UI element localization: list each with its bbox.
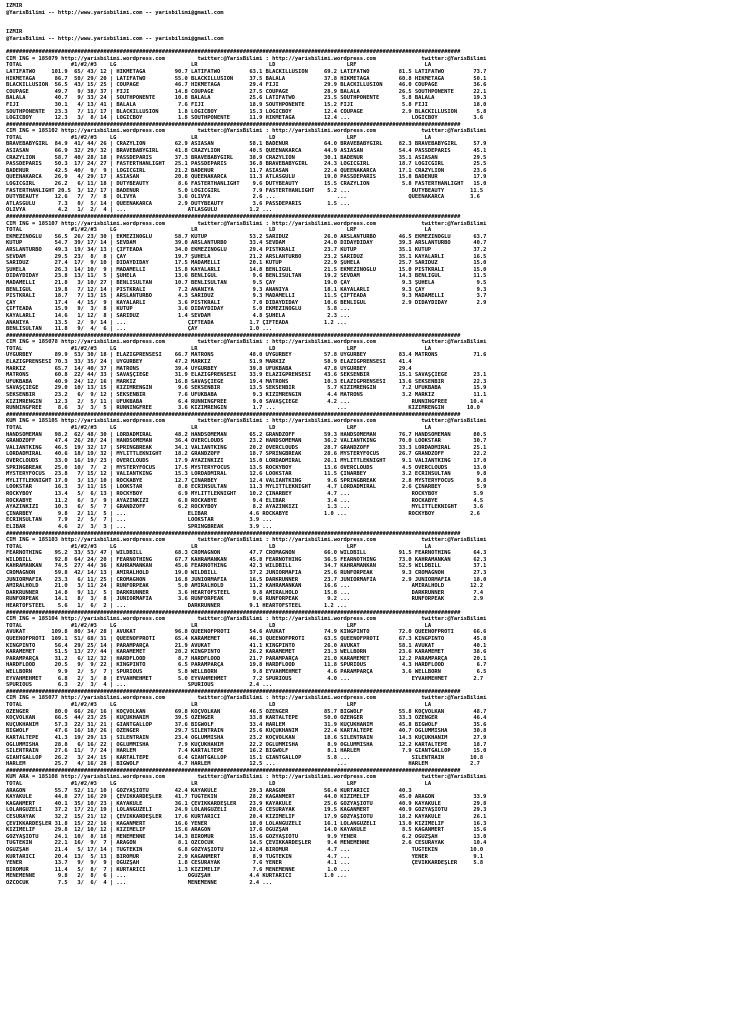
text-line: ELİBAR 4.6 2/ 3/ 3 | ... SPRINGBREAK 3.9 ...: [6, 523, 273, 530]
text-line: KÜÇÜKHANIM 57.3 22/ 31/ 21 | GİANTGALLOP 37.6 BIGWOLF 33.4 HARLEM 31.9 KÜÇÜKHANIM 45.8 BIGWOLF 35.6: [6, 721, 487, 728]
text-line: UFUKBABA 40.9 24/ 12/ 16 | MARKIZ 16.8 SAVAŞÇIEGE 19.4 MATRONS 10.3 ELAZIĞPRENSESİ 13.6 SEKSENBİR 22.3: [6, 378, 487, 385]
text-line: CIM ING = 185103 http://yarisbilimi.wordpress.com twitter:@YarisBilimi : http://yarisbilimi.wordpress.com twitter:@YarisBilimi: [6, 537, 487, 544]
text-line: ARSLANTURBO 49.3 19/ 34/ 13 | ÇİFTEADA 34.0 EKMEZİNOĞLU 29.4 PİSTKRALI 23.7 KUTUP 35.1 KUTUP 37.2: [6, 246, 487, 253]
text-line: QUEENAKARCA 26.9 4/ 29/ 17 | ASIASAN 20.8 QUEENAKARCA 11.3 ATLASGÜLÜ 19.0 PASSDEPARIS 15.8 BADENUR 17.9: [6, 174, 487, 181]
text-line: SİLENTRAİN 27.6 11/ 7/ 24 | HARLEM 7.4 KARTALTEPE 16.2 BIGWOLF 8.1 HARLEM 7.9 GİANTGALLOP 15.0: [6, 748, 487, 755]
text-line: ECRINSULTAN 7.9 2/ 5/ 7 | ... LOOKSTAR 3.9 ...: [6, 517, 273, 524]
text-line: TOTAL #1/#2/#3 LG LR LD LRF LA: [6, 62, 432, 69]
text-line: ############################################################################################################################################: [6, 530, 461, 537]
text-line: DIDAYDIDAY 23.8 13/ 11/ 5 | ŞUHELA 13.6 BENLİGÜL 9.6 BENLİSULTAN 19.2 SEVDAM 14.3 BENLİGÜL 11.5: [6, 273, 487, 280]
text-line: HANDSOMEMAN 98.2 62/ 48/ 30 | LORDADMIRAL 48.2 HANDSOMEMAN 65.2 GRANDZOFF 59.3 HANDSOMEMAN 76.7 HANDSOMEMAN 80.5: [6, 431, 487, 438]
text-line: OLIVYA 4.2 1/ 2/ 4 | ... ATLASGÜLÜ 1.2 ...: [6, 207, 273, 214]
text-line: SEKSENBİR 23.2 6/ 9/ 12 | SEKSENBİR 7.6 UFUKBABA 9.3 KIZIMRENGIN 4.4 MATRONS 3.2 MARKIZ 11.1: [6, 392, 487, 399]
text-line: COUPAGE 49.7 9/ 38/ 37 | FIJI 14.8 COUPAGE 27.5 COUPAGE 28.9 BALALA 26.5 SOUTHPONENTE 22.1: [6, 88, 487, 95]
text-line: ATLASGÜLÜ 7.3 0/ 5/ 14 | QUEENAKARCA 2.9 DUTYBEAUTY 3.6 PASSDEPARIS 1.5 ...: [6, 200, 351, 207]
text-line: LOGICBOY 12.3 3/ 8/ 14 | LOGICBOY 1.8 SOUTHPONENTE 11.9 HIKMETAĞA 12.4 ... LOGICBOY 3.6: [6, 115, 484, 122]
text-line: OĞUZŞAH 21.4 5/ 17/ 14 | TÜGTEKİN 6.8 GÖZYAŞIOTU 12.4 BIRÖMÜR 4.7 ... TÜGTEKİN 10.0: [6, 847, 484, 853]
text-line: ŞUHELA 26.3 14/ 10/ 9 | MADAMELLİ 15.8 KAYALARLI 14.8 BENLİGÜL 21.5 EKMEZİNOĞLU 15.0 PİSTKRALI 15.0: [6, 266, 487, 273]
text-line: KARTALTEPE 41.3 19/ 29/ 13 | SİLENTRAİN 23.4 OĞLUMMISHA 23.2 KOÇVOLKAN 18.6 SİLENTRAİN 14.3 KÜÇÜKHANIM 27.9: [6, 734, 487, 741]
text-line: TOTAL #1/#2/#3 LG LR LD LRF LA: [6, 622, 432, 629]
text-line: BRÄVEBABYGIRL 84.9 41/ 44/ 26 | CRAZYLION 62.9 ASIASAN 58.1 BADENUR 64.0 BRÄVEBABYGIRL 82.3 BRÄVEBABYGIRL 57.9: [6, 141, 487, 148]
text-line: KURTARICI 20.4 13/ 5/ 13 | BIRÖMÜR 2.9 KAĞANMERT 8.9 TÜGTEKİN 4.7 ... YENER 9.1: [6, 853, 484, 860]
text-line: CIM ING = 185079 http://yarisbilimi.wordpress.com twitter:@YarisBilimi : http://yarisbilimi.wordpress.com twitter:@YarisBilimi: [6, 55, 487, 62]
text-line: GÖZYAŞIOTU 24.1 10/ 8/ 18 | MENEMENNE 14.3 BIRÖMÜR 15.6 GÖZYAŞIOTU 9.9 YENER 6.2 OĞUZŞAH 13.0: [6, 833, 487, 840]
text-line: GİANTGALLOP 26.2 3/ 24/ 15 | KARTALTEPE 6.4 GİANTGALLOP 15.1 GİANTGALLOP 5.8 ... SİLENTRAİN 10.8: [6, 754, 484, 761]
text-line: KOÇVOLKAN 66.5 44/ 23/ 25 | KÜÇÜKHANIM 39.5 ÖZENGER 33.8 KARTALTEPE 50.0 ÖZENGER 33.3 ÖZENGER 46.4: [6, 715, 487, 722]
text-line: ############################################################################################################################################: [6, 411, 461, 418]
text-line: ROCKABYE 11.2 6/ 3/ 9 | AYAZINKIZI 6.8 ROCKABYE 9.4 ELİBAR 3.4 ... ROCKABYE 4.5: [6, 497, 484, 504]
text-line: TOTAL #1/#2/#3 LG LR LD LRF LA: [6, 701, 432, 708]
text-line: TOTAL #1/#2/#3 LG LR LD LRF LA: [6, 543, 432, 550]
text-line: KARAMEMET 51.5 13/ 27/ 44 | KARAMEMET 20.2 KINGPINTO 26.2 KARAMEMET 23.3 WELLBORN 23.6 KARAMEMET 38.6: [6, 649, 487, 656]
text-line: GRANDZOFF 47.4 26/ 28/ 24 | HANDSOMEMAN 36.4 OVERCLOUDS 23.2 HANDSOMEMAN 36.2 VALIANTKING 70.0 LOOKSTAR 30.7: [6, 438, 487, 445]
text-line: KUM ARA = 185108 http://yarisbilimi.wordpress.com twitter:@YarisBilimi : http://yarisbilimi.wordpress.com twitter:@YarisBilimi: [6, 774, 487, 781]
text-line: BLACKILLUSION 56.5 43/ 15/ 25 | COUPAGE 46.7 HIKMETAĞA 29.4 FIJI 29.9 BLACKILLUSION 46.0 COUPAGE 36.6: [6, 82, 487, 89]
text-line: ÇINARBEY 9.8 2/ 11/ 5 | ... ELİBAR 4.6 ROCKABYE 1.0 ... ROCKYBOY 2.6: [6, 510, 480, 517]
text-line: CRAZYLION 58.7 40/ 28/ 18 | PASSDEPARIS 37.3 BRÄVEBABYGIRL 38.9 CRAZYLION 30.1 BADENUR 35.1 ASIASAN 29.5: [6, 154, 487, 161]
text-line: TOTAL #1/#2/#3 LG LR LD LRF LA: [6, 227, 432, 234]
text-line: YENER 13.7 9/ 9/ 9 | OĞUZŞAH 1.8 CESURAYAK 7.6 YENER 4.1 ... ÇEVİKKARDEŞLER 5.8: [6, 860, 484, 867]
text-line: SEVDAM 29.5 23/ 8/ 8 | ÇAY 19.7 ŞUHELA 21.2 ARSLANTURBO 23.2 SARIDUZ 35.1 KAYALARLI 16.5: [6, 253, 487, 260]
text-line: TOTAL #1/#2/#3 LG LR LD LRF LA: [6, 781, 432, 788]
text-line: @YarisBilimi -- http://www.yarisbilimi.com -- yarisbilimi@gmail.com: [6, 9, 224, 16]
text-line: PİSTKRALI 18.7 7/ 13/ 15 | ARSLANTURBO 4.3 SARIDUZ 9.3 MADAMELLİ 11.5 ÇİFTEADA 9.3 MADAMELLİ 3.7: [6, 293, 487, 300]
text-line: KAYAKULE 44.8 27/ 16/ 29 | ÇEVİKKARDEŞLER 41.7 TÜGTEKİN 28.2 KAĞANMERT 44.0 KIZİMELİF 45.0 ARAGON 33.9: [6, 794, 487, 801]
text-line: SOUTHPONENTE 23.3 7/ 11/ 17 | BLACKILLUSION 1.8 LOGICBOY 15.3 LOGICBOY 12.4 COUPAGE 2.9 BLACKILLUSION 5.8: [6, 108, 487, 115]
text-line: QUEENOFPROTI 109.1 51/ 68/ 31 | QUEENOFPROTI 65.4 KARAMEMET 46.3 QUEENOFPROTI 63.5 QUEENOFPROTI 67.3 KINGPINTO 45.8: [6, 636, 487, 642]
text-line: ÖZCOCUK 7.5 3/ 6/ 4 | ... MENEMENNE 2.4 ...: [6, 879, 273, 886]
text-line: PASSDEPARIS 50.3 17/ 24/ 27 | FASTERTHANLIGHT 25.1 PASSDEPARIS 36.8 BRÄVEBABYGIRL 24.3 LOGICGIRL 18.7 LOGICGIRL 25.5: [6, 161, 487, 168]
text-line: SPURIOUS 6.3 2/ 3/ 4 | ... SPURIOUS 2.4 ...: [6, 682, 273, 689]
text-line: SAVAŞÇIEGE 29.0 10/ 13/ 15 | KIZIMRENGIN 9.6 SEKSENBİR 13.5 SEKSENBİR 5.7 KIZIMRENGIN 7.2 UFUKBABA 15.9: [6, 385, 487, 392]
text-line: SARIDUZ 27.4 17/ 9/ 10 | DIDAYDIDAY 17.5 MADAMELLİ 20.1 KUTUP 22.9 ŞUHELA 25.7 SARIDUZ 15.0: [6, 260, 487, 267]
text-line: KAĞANMERT 40.1 35/ 10/ 23 | KAYAKULE 36.1 ÇEVİKKARDEŞLER 23.9 KAYAKULE 25.6 GÖZYAŞIOTU 40.9 KAYAKULE 29.8: [6, 800, 487, 807]
text-line: FIJI 30.1 4/ 13/ 41 | BALALA 7.6 FIJI 18.9 SOUTHPONENTE 15.2 FIJI 5.8 FIJI 18.0: [6, 101, 487, 108]
text-line: BALALA 40.7 9/ 33/ 24 | SOUTHPONENTE 10.8 BALALA 25.6 LATİFATWO 23.5 SOUTHPONENTE 5.8 BALALA 19.3: [6, 95, 487, 102]
text-line: ANANİYA 13.5 2/ 9/ 14 | ... ÇİFTEADA 1.7 ÇİFTEADA 1.2 ...: [6, 319, 347, 326]
text-line: HARDFLOOD 20.5 9/ 9/ 22 | KINGPINTO 6.5 PARAMPARÇA 19.8 HARDFLOOD 11.8 SPURIOUS 4.3 HARDFLOOD 6.7: [6, 662, 487, 669]
text-line: MADAMELLİ 21.8 3/ 10/ 27 | BENLİSULTAN 10.7 BENLİSULTAN 9.5 ÇAY 19.0 ÇAY 9.3 ŞUHELA 9.5: [6, 279, 487, 286]
text-line: [6, 16, 732, 23]
text-line: KIZİMELİF 29.8 12/ 10/ 12 | KIZİMELİF 15.6 ARAGON 17.6 OĞUZŞAH 14.0 KAYAKULE 8.5 KAĞANMERT 15.6: [6, 827, 487, 834]
text-line: FEARNOTHING 95.2 33/ 53/ 47 | WILDBILL 68.3 CROMAGNON 47.7 CROMAGNON 66.0 WILDBILL 91.5 FEARNOTHING 64.3: [6, 550, 487, 557]
text-line: CIM ING = 185107 http://yarisbilimi.wordpress.com twitter:@YarisBilimi : http://yarisbilimi.wordpress.com twitter:@YarisBilimi: [6, 220, 487, 227]
text-line: LOOKSTAR 16.3 3/ 11/ 15 | LOOKSTAR 8.8 ECRINSULTAN 11.3 MYLITTLEKNIGHT 4.7 LORDADMIRAL 2.6 ÇINARBEY 5.9: [6, 484, 487, 491]
text-line: BADENUR 42.5 40/ 9/ 9 | LOGICGIRL 21.2 BADENUR 11.7 ASIASAN 22.4 QUEENAKARCA 17.1 CRAZYLION 23.6: [6, 167, 487, 174]
text-line: TÜGTEKİN 22.1 16/ 9/ 7 | ARAGON 8.1 ÖZCOCUK 14.5 ÇEVİKKARDEŞLER 9.4 MENEMENNE 2.6 CESURAYAK 10.4: [6, 840, 487, 847]
text-line: AMIRALHOLD 21.0 3/ 11/ 24 | RUNFORPEAK 5.0 AMIRALHOLD 11.2 KAHRAMANKAN 16.6 ... AMIRALHOLD 12.2: [6, 583, 484, 590]
text-line: WELLBORN 9.9 2/ 5/ 7 | SPURIOUS 5.8 WELLBORN 9.8 EYVAHMEHMET 4.6 PARAMPARÇA 3.6 WELLBORN 6.5: [6, 668, 487, 675]
text-line: AVUKAT 109.8 80/ 34/ 28 | AVUKAT 96.8 QUEENOFPROTI 54.6 AVUKAT 74.9 KINGPINTO 72.0 QUEENOFPROTI 66.6: [6, 629, 487, 636]
text-line: ARAGON 55.7 52/ 11/ 10 | GÖZYAŞIOTU 42.4 KAYAKULE 29.3 ARAGON 56.4 KURTARICI 40.3: [6, 787, 412, 794]
text-line: KIZIMRENGIN 12.3 2/ 5/ 11 | UFUKBABA 6.4 RUNNINGFREE 9.0 SAVAŞÇIEGE 4.2 ... RUNNINGFREE 10.4: [6, 398, 484, 405]
text-line: CIM ING = 185104 http://yarisbilimi.wordpress.com twitter:@YarisBilimi : http://yarisbilimi.wordpress.com twitter:@YarisBilimi: [6, 616, 487, 623]
text-line: RUNNINGFREE 8.6 3/ 3/ 5 | RUNNINGFREE 3.6 KIZIMRENGIN 1.7 ... ... KIZIMRENGIN 10.0: [6, 405, 480, 412]
text-line: ASIASAN 66.9 32/ 29/ 32 | BRÄVEBABYGIRL 41.8 CRAZYLION 40.5 QUEENAKARCA 44.9 ASIASAN 54.4 PASSDEPARIS 45.1: [6, 148, 487, 155]
text-line: MYSTERYFOCUS 23.8 7/ 15/ 12 | VALIANTKING 15.3 LORDADMIRAL 12.6 LOOKSTAR 11.5 ÇINARBEY 3.2 ECRINSULTAN 9.8: [6, 471, 487, 478]
text-line: IZMIR: [6, 29, 23, 36]
text-line: UYGURBEY 89.9 53/ 30/ 18 | ELAZIĞPRENSESİ 66.7 MATRONS 48.0 UYGURBEY 57.8 UYGURBEY 83.4 MATRONS 71.6: [6, 352, 487, 359]
text-line: TOTAL #1/#2/#3 LG LR LD LRF LA: [6, 134, 432, 141]
text-line: HIKMETAĞA 86.7 50/ 29/ 20 | LATİFATWO 55.0 BLACKILLUSION 37.5 BALALA 37.8 HIKMETAĞA 60.8 HIKMETAĞA 50.1: [6, 75, 487, 82]
text-line: HARLEM 25.7 4/ 16/ 28 | BIGWOLF 4.7 HARLEM 12.5 ... ... HARLEM 2.7: [6, 761, 480, 768]
text-line: HEARTOFSTEEL 5.6 1/ 6/ 2 | ... DARKRUNNER 9.1 HEARTOFSTEEL 1.2 ...: [6, 603, 347, 610]
text-line: EKMEZİNOĞLU 56.5 26/ 23/ 30 | EKMEZİNOĞLU 58.7 KUTUP 53.2 SARIDUZ 26.0 ARSLANTURBO 46.5 EKMEZİNOĞLU 63.7: [6, 233, 487, 240]
text-line: KAYALARLI 14.6 1/ 12/ 8 | SARIDUZ 1.4 SEVDAM 4.8 ŞUHELA 2.3 ...: [6, 312, 351, 319]
text-line: LOGICGIRL 26.2 6/ 11/ 18 | DUTYBEAUTY 8.6 FASTERTHANLIGHT 9.6 DUTYBEAUTY 15.5 CRAZYLION 5.8 FASTERTHANLIGHT 15.0: [6, 181, 487, 188]
text-line: VALIANTKING 46.5 19/ 32/ 17 | SPRINGBREAK 34.1 VALIANTKING 20.2 OVERCLOUDS 28.7 GRANDZOFF 33.3 LORDADMIRAL 25.1: [6, 444, 487, 451]
text-line: OVERCLOUDS 33.0 16/ 19/ 23 | OVERCLOUDS 17.9 AYAZINKIZI 15.0 LORDADMIRAL 26.1 MYLITTLEKNIGHT 9.1 VALIANTKING 17.0: [6, 457, 487, 464]
text-line: OĞLUMMISHA 28.8 6/ 16/ 22 | OĞLUMMISHA 7.9 KÜÇÜKHANIM 22.2 OĞLUMMISHA 8.9 OĞLUMMISHA 12.2 KARTALTEPE 18.7: [6, 741, 487, 748]
text-line: ############################################################################################################################################: [6, 121, 461, 128]
text-line: MARKIZ 65.7 14/ 40/ 37 | MATRONS 39.4 UYGURBEY 39.8 UFUKBABA 47.8 UYGURBEY 29.4: [6, 365, 412, 372]
text-line: LOLANGÜZELİ 37.2 17/ 21/ 19 | LOLANGÜZELİ 24.9 LOLANGÜZELİ 20.6 CESURAYAK 19.5 KAĞANMERT 40.9 GÖZYAŞIOTU 29.3: [6, 807, 487, 814]
text-line: ÇAY 17.4 4/ 15/ 9 | KAYALARLI 3.6 PİSTKRALI 7.0 DIDAYDIDAY 10.6 BENLİGÜL 2.9 DIDAYDIDAY 2.9: [6, 299, 487, 306]
text-line: MATRONS 60.8 22/ 44/ 33 | SAVAŞÇIEGE 31.9 ELAZIĞPRENSESİ 33.9 ELAZIĞPRENSESİ 43.6 SEKSENBİR 15.1 SAVAŞÇIEGE 23.1: [6, 372, 487, 379]
text-line: ############################################################################################################################################: [6, 214, 461, 220]
text-line: CIM ING = 185077 http://yarisbilimi.wordpress.com twitter:@YarisBilimi : http://yarisbilimi.wordpress.com twitter:@YarisBilimi: [6, 695, 487, 702]
text-line: MENEMENNE 9.8 2/ 8/ 6 | ... OĞUZŞAH 4.4 KURTARICI 1.0 ...: [6, 873, 347, 880]
text-line: EYVAHMEHMET 6.8 2/ 3/ 8 | EYVAHMEHMET 5.0 EYVAHMEHMET 7.2 SPURIOUS 4.0 ... EYVAHMEHMET 2.7: [6, 675, 484, 682]
text-line: BIGWOLF 47.6 16/ 18/ 26 | ÖZENGER 29.7 SİLENTRAİN 25.6 KÜÇÜKHANIM 22.4 KARTALTEPE 40.7 OĞLUMMISHA 30.8: [6, 728, 487, 735]
text-line: @YarisBilimi -- http://www.yarisbilimi.com -- yarisbilimi@gmail.com: [6, 35, 224, 42]
text-line: CESURAYAK 32.2 15/ 21/ 12 | ÇEVİKKARDEŞLER 17.6 KURTARICI 20.4 KIZİMELİF 17.9 GÖZYAŞIOTU 18.2 KAYAKULE 26.1: [6, 814, 487, 821]
text-line: WILDBILL 92.8 64/ 24/ 20 | FEARNOTHING 67.7 KAHRAMANKAN 45.8 FEARNOTHING 36.5 FEARNOTHING 73.0 KAHRAMANKAN 62.3: [6, 556, 487, 563]
text-line: KUM ING = 185105 http://yarisbilimi.wordpress.com twitter:@YarisBilimi : http://yarisbilimi.wordpress.com twitter:@YarisBilimi: [6, 418, 487, 425]
text-line: AYAZINKIZI 10.3 6/ 5/ 7 | GRANDZOFF 6.2 ROCKYBOY 8.2 AYAZINKIZI 1.3 ... MYLITTLEKNIGHT 3.6: [6, 504, 484, 511]
text-line: MYLITTLEKNIGHT 17.0 3/ 13/ 10 | ROCKABYE 12.7 ÇINARBEY 12.4 VALIANTKING 9.6 SPRINGBREAK 2.8 MYSTERYFOCUS 9.8: [6, 477, 487, 484]
text-line: ############################################################################################################################################: [6, 767, 461, 774]
text-line: DARKRUNNER 14.8 9/ 11/ 5 | DARKRUNNER 3.6 HEARTOFSTEEL 9.8 AMIRALHOLD 15.8 ... DARKRUNNER 7.4: [6, 589, 484, 596]
text-line: JUNIORMAFIA 23.3 6/ 11/ 25 | CROMAGNON 16.8 JUNIORMAFIA 16.5 DARKRUNNER 23.7 JUNIORMAFIA 2.9 JUNIORMAFIA 18.0: [6, 576, 487, 583]
text-line: BIRÖMÜR 11.4 5/ 8/ 7 | KURTARICI 1.3 KIZİMELİF 7.6 MENEMENNE 1.0 ...: [6, 866, 351, 873]
text-line: ############################################################################################################################################: [6, 688, 461, 695]
text-line: KINGPINTO 56.4 29/ 25/ 14 | PARAMPARÇA 21.9 AVUKAT 41.1 KINGPINTO 26.0 AVUKAT 58.1 AVUKAT 40.1: [6, 642, 487, 649]
text-line: ÇİFTEADA 15.9 9/ 3/ 8 | KUTUP 3.6 DIDAYDIDAY 5.0 EKMEZİNOĞLU 5.8 ...: [6, 306, 351, 313]
text-line: ÖZENGER 80.0 66/ 26/ 16 | KOÇVOLKAN 69.8 KOÇVOLKAN 46.5 ÖZENGER 85.7 BIGWOLF 55.8 KOÇVOLKAN 48.7: [6, 708, 487, 715]
text-line: RUNFORPEAK 14.1 8/ 3/ 8 | JUNIORMAFIA 3.6 RUNFORPEAK 9.6 RUNFORPEAK 9.2 ... RUNFORPEAK 2.9: [6, 596, 484, 603]
text-line: LORDADMIRAL 40.6 18/ 19/ 32 | MYLITTLEKNIGHT 18.2 GRANDZOFF 18.7 SPRINGBREAK 28.6 MYSTERYFOCUS 26.7 GRANDZOFF 22.2: [6, 451, 487, 458]
text-line: FASTERTHANLIGHT 20.5 3/ 12/ 17 | BADENUR 5.0 LOGICGIRL 7.9 FASTERTHANLIGHT 5.2 ... DUTYBEAUTY 11.5: [6, 187, 484, 194]
text-line: CIM ING = 185078 http://yarisbilimi.wordpress.com twitter:@YarisBilimi : http://yarisbilimi.wordpress.com twitter:@YarisBilimi: [6, 339, 487, 346]
text-line: KAHRAMANKAN 74.5 27/ 44/ 36 | KAHRAMANKAN 45.6 FEARNOTHING 42.3 WILDBILL 34.7 KAHRAMANKAN 52.5 WILDBILL 37.1: [6, 563, 487, 570]
text-line: TOTAL #1/#2/#3 LG LR LD LRF LA: [6, 425, 432, 431]
text-line: LATİFATWO 101.9 65/ 43/ 12 | HIKMETAĞA 90.7 LATİFATWO 63.1 BLACKILLUSION 69.2 LATİFATWO 81.5 LATİFATWO 73.7: [6, 68, 487, 75]
text-line: ############################################################################################################################################: [6, 332, 461, 339]
text-line: SPRINGBREAK 25.0 10/ 7/ 2 | MYSTERYFOCUS 17.5 MYSTERYFOCUS 13.5 ROCKYBOY 13.6 OVERCLOUDS 4.5 OVERCLOUDS 13.0: [6, 464, 487, 471]
text-line: ELAZIĞPRENSESİ 70.3 33/ 35/ 24 | UYGURBEY 47.2 MARKIZ 51.9 MARKIZ 58.9 ELAZIĞPRENSESİ 41.4: [6, 359, 412, 366]
text-line: [6, 23, 732, 30]
text-line: CIM ING = 185102 http://yarisbilimi.wordpress.com twitter:@YarisBilimi : http://yarisbilimi.wordpress.com twitter:@YarisBilimi: [6, 128, 487, 135]
text-line: KUTUP 54.7 39/ 17/ 14 | SEVDAM 39.0 ARSLANTURBO 33.4 SEVDAM 24.0 DIDAYDIDAY 39.3 ARSLANTURBO 40.7: [6, 240, 487, 247]
text-line: CROMAGNON 59.8 42/ 14/ 13 | AMIRALHOLD 19.0 WILDBILL 37.2 JUNIORMAFIA 25.6 RUNFORPEAK 9.3 CROMAGNON 27.3: [6, 570, 487, 577]
text-line: ############################################################################################################################################: [6, 49, 461, 56]
text-line: DUTYBEAUTY 12.6 7/ 7/ 8 | OLIVYA 3.6 OLIVYA 2.6 ... ... QUEENAKARCA 3.6: [6, 194, 480, 201]
text-line: [6, 43, 732, 50]
text-line: BENLİGÜL 19.8 7/ 12/ 14 | PİSTKRALI 7.2 ANANİYA 9.3 ANANİYA 18.1 KAYALARLI 9.3 ÇAY 9.3: [6, 286, 487, 293]
text-line: ############################################################################################################################################: [6, 609, 461, 616]
text-line: PARAMPARÇA 31.2 6/ 12/ 32 | HARDFLOOD 8.7 HARDFLOOD 21.7 PARAMPARÇA 21.0 KARAMEMET 12.2 PARAMPARÇA 20.1: [6, 655, 487, 662]
text-line: ÇEVİKKARDEŞLER 31.8 15/ 22/ 16 | KAĞANMERT 16.6 YENER 18.0 LOLANGÜZELİ 16.1 LOLANGÜZELİ 13.0 KIZİMELİF 16.3: [6, 820, 487, 827]
text-line: ROCKYBOY 13.4 5/ 6/ 13 | ROCKYBOY 6.9 MYLITTLEKNIGHT 10.2 ÇINARBEY 4.7 ... ROCKYBOY 5.9: [6, 490, 484, 497]
text-line: TOTAL #1/#2/#3 LG LR LD LRF LA: [6, 345, 432, 352]
text-line: IZMIR: [6, 3, 23, 9]
text-line: BENLİSULTAN 11.8 9/ 4/ 6 | ... ÇAY 1.0 ...: [6, 326, 273, 333]
